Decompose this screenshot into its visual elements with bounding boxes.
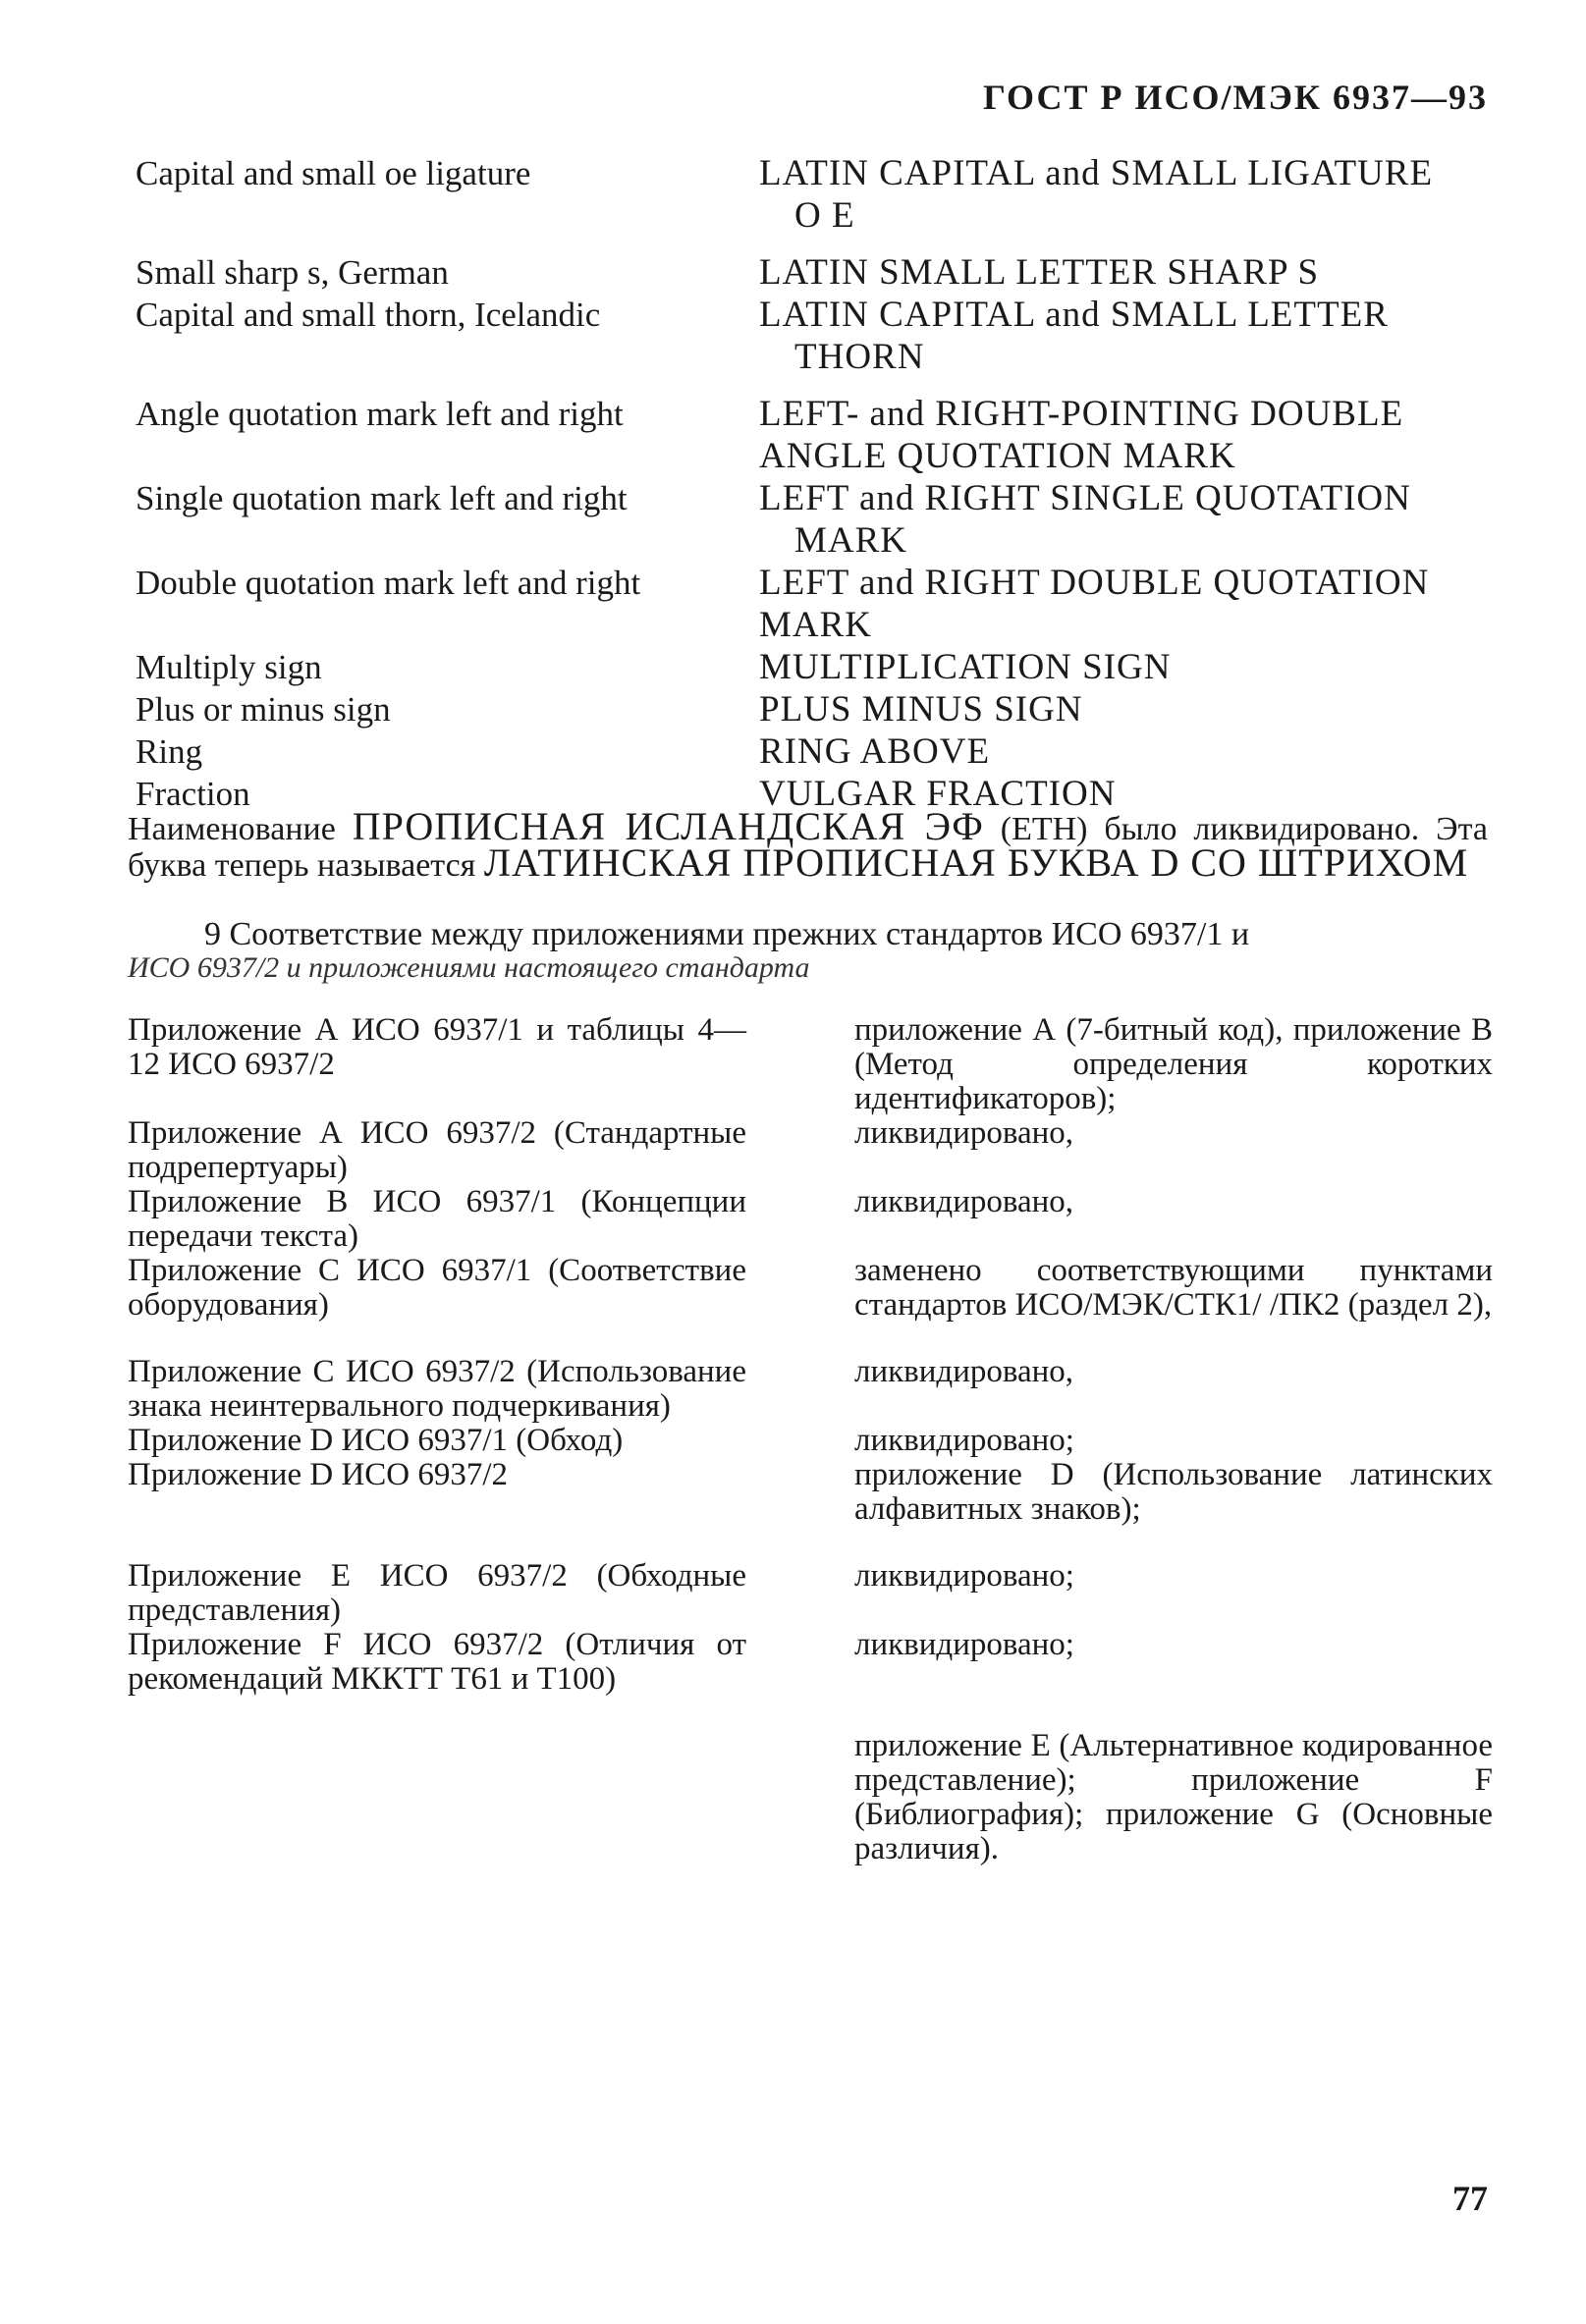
old-name: Single quotation mark left and right <box>136 479 628 517</box>
old-name: Capital and small thorn, Icelandic <box>136 296 601 334</box>
eth-rename-note <box>128 804 1488 885</box>
new-name-continuation: MARK <box>794 520 908 561</box>
old-annex: Приложение А ИСО 6937/1 и таблицы 4—12 ИСО 6937/2 <box>128 1012 746 1082</box>
document-header: ГОСТ Р ИСО/МЭК 6937—93 <box>983 78 1488 117</box>
name-pair-row <box>136 646 1491 688</box>
old-annex: Приложение D ИСО 6937/2 <box>128 1457 509 1492</box>
old-name: Capital and small oe ligature <box>136 154 531 192</box>
name-pair-row <box>136 477 1491 562</box>
name-pair-row <box>136 730 1491 773</box>
new-name-cell <box>759 688 1491 730</box>
correspondence-row <box>128 1424 1493 1458</box>
old-annex: Приложение F ИСО 6937/2 (Отличия от рекомендаций МККТТ Т61 и Т100) <box>128 1627 746 1697</box>
new-annex: ликвидировано, <box>854 1354 1074 1389</box>
new-name: LEFT- and RIGHT-POINTING DOUBLE ANGLE QUOTATION MARK <box>759 394 1404 476</box>
old-annex: Приложение В ИСО 6937/1 (Концепции передачи текста) <box>128 1184 746 1254</box>
character-name-table <box>136 152 1491 815</box>
new-name: PLUS MINUS SIGN <box>759 689 1083 730</box>
old-annex: Приложение С ИСО 6937/1 (Соответствие оборудования) <box>128 1253 746 1323</box>
new-annex: приложение Е (Альтернативное кодированное представление); приложение F (Библиография); приложение G (Основные различия). <box>854 1728 1493 1866</box>
name-pair-row <box>136 393 1491 477</box>
old-annex <box>128 1729 746 1866</box>
correspondence-row <box>128 1013 1493 1116</box>
new-name-cell <box>759 477 1491 562</box>
new-name: LATIN CAPITAL and SMALL LIGATURE <box>759 153 1434 193</box>
section-9-heading <box>128 918 1488 985</box>
new-name: LEFT and RIGHT DOUBLE QUOTATION MARK <box>759 563 1430 645</box>
name-pair-row <box>136 152 1491 237</box>
old-name: Plus or minus sign <box>136 690 391 729</box>
new-name: LATIN SMALL LETTER SHARP S <box>759 252 1320 293</box>
old-annex: Приложение Е ИСО 6937/2 (Обходные представления) <box>128 1558 746 1628</box>
new-name: MULTIPLICATION SIGN <box>759 647 1172 687</box>
old-name: Angle quotation mark left and right <box>136 395 624 433</box>
name-pair-row <box>136 562 1491 646</box>
new-name-cell <box>759 251 1491 294</box>
page-number: 77 <box>1452 2179 1488 2218</box>
new-name-cell <box>759 152 1491 237</box>
correspondence-row <box>128 1458 1493 1527</box>
correspondence-row <box>128 1559 1493 1628</box>
new-name-continuation: O E <box>794 195 855 236</box>
old-name: Small sharp s, German <box>136 253 449 292</box>
new-annex: ликвидировано; <box>854 1558 1074 1594</box>
old-name: Fraction <box>136 775 250 813</box>
new-name-continuation: THORN <box>794 337 925 377</box>
correspondence-row <box>128 1185 1493 1254</box>
new-name: LATIN CAPITAL and SMALL LETTER <box>759 295 1389 335</box>
old-annex: Приложение D ИСО 6937/1 (Обход) <box>128 1423 624 1458</box>
section-9-line-1: 9 Соответствие между приложениями прежних стандартов ИСО 6937/1 и <box>204 916 1250 952</box>
new-annex: приложение D (Использование латинских алфавитных знаков); <box>854 1457 1493 1527</box>
name-pair-row <box>136 294 1491 378</box>
note-old-name: ПРОПИСНАЯ ИСЛАНДСКАЯ ЭФ <box>352 804 984 848</box>
new-annex: заменено соответствующими пунктами стандартов ИСО/МЭК/СТК1/ /ПК2 (раздел 2), <box>854 1253 1493 1323</box>
old-annex: Приложение А ИСО 6937/2 (Стандартные подрепертуары) <box>128 1115 746 1185</box>
new-name-cell <box>759 562 1491 646</box>
new-name: RING ABOVE <box>759 731 991 772</box>
new-name-cell <box>759 730 1491 773</box>
name-pair-row <box>136 251 1491 294</box>
correspondence-row <box>128 1628 1493 1697</box>
note-new-name: ЛАТИНСКАЯ ПРОПИСНАЯ БУКВА D СО ШТРИХОМ <box>483 840 1469 885</box>
correspondence-row <box>128 1254 1493 1323</box>
annex-correspondence-table <box>128 1013 1493 1866</box>
old-annex: Приложение С ИСО 6937/2 (Использование знака неинтервального подчеркивания) <box>128 1354 746 1424</box>
note-text-2: (ETH) было ликвидировано. Эта буква теперь называется <box>128 811 1488 884</box>
new-annex: ликвидировано, <box>854 1115 1074 1151</box>
correspondence-row <box>128 1355 1493 1424</box>
new-annex: ликвидировано; <box>854 1627 1074 1662</box>
new-name: LEFT and RIGHT SINGLE QUOTATION <box>759 478 1411 518</box>
name-pair-row <box>136 688 1491 730</box>
old-name: Ring <box>136 732 203 771</box>
new-annex: ликвидировано; <box>854 1423 1074 1458</box>
old-name: Multiply sign <box>136 648 322 686</box>
new-name-cell <box>759 646 1491 688</box>
old-name: Double quotation mark left and right <box>136 564 641 602</box>
new-annex: ликвидировано, <box>854 1184 1074 1219</box>
section-9-line-2: ИСО 6937/2 и приложениями настоящего стандарта <box>128 951 810 984</box>
correspondence-row <box>128 1729 1493 1866</box>
new-name-cell <box>759 294 1491 378</box>
correspondence-row <box>128 1116 1493 1185</box>
new-name-cell <box>759 393 1491 477</box>
new-name: VULGAR FRACTION <box>759 774 1117 814</box>
new-annex: приложение А (7-битный код), приложение В (Метод определения коротких идентификаторов); <box>854 1012 1493 1116</box>
note-text-1: Наименование <box>128 811 353 847</box>
